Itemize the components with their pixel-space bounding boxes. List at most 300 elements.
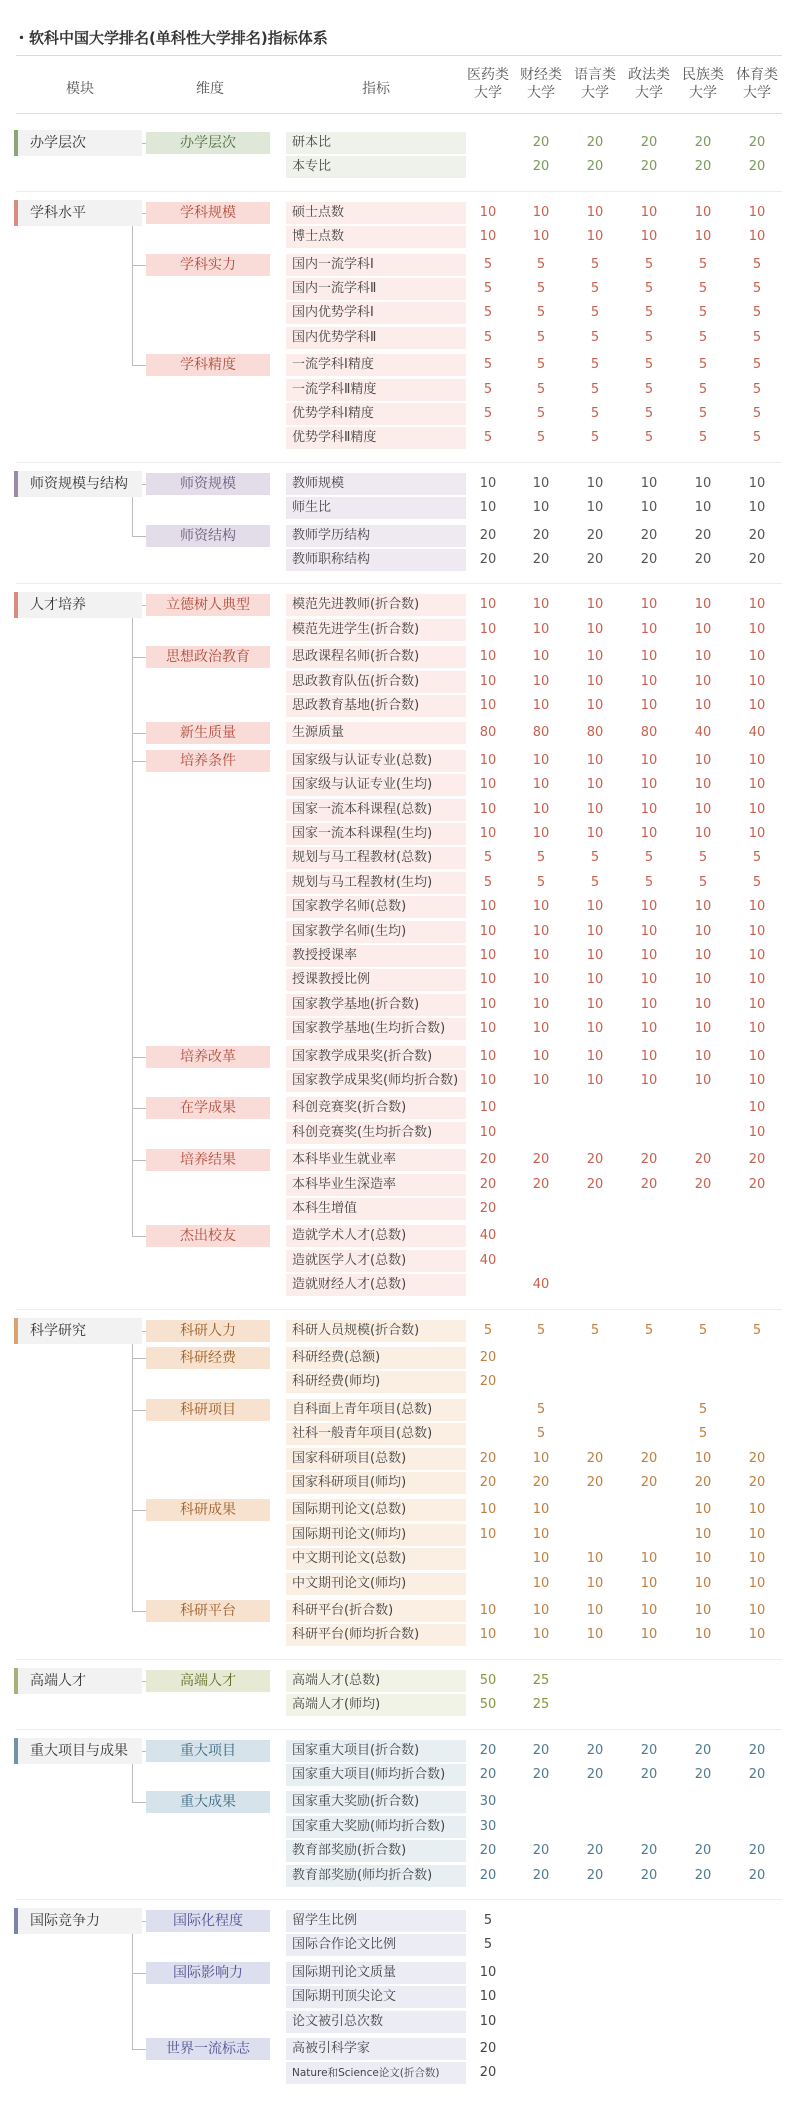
connector-branch-3-3 <box>132 1057 146 1058</box>
weight-3-3-7-2: 10 <box>586 923 604 939</box>
weight-4-3-3-2: 10 <box>586 1575 604 1591</box>
weight-3-3-8-3: 10 <box>640 948 658 963</box>
weight-2-1-0-5: 20 <box>748 527 766 543</box>
weight-5-0-1-1: 25 <box>532 1697 550 1713</box>
dimension-4-1: 科研经费 <box>146 1347 270 1369</box>
weight-3-1-0-3: 10 <box>640 649 658 665</box>
weight-7-1-2-0: 10 <box>479 2013 497 2029</box>
weight-3-3-2-3: 10 <box>640 801 658 817</box>
indicator-3-7-1: 造就医学人才(总数) <box>286 1250 466 1272</box>
indicator-7-1-1: 国际期刊顶尖论文 <box>286 1986 466 2008</box>
weight-3-7-1-0: 40 <box>479 1252 497 1268</box>
dimension-7-0: 国际化程度 <box>146 1910 270 1932</box>
weight-1-1-0-5: 5 <box>752 256 762 272</box>
indicator-4-4-1: 科研平台(师均折合数) <box>286 1624 466 1646</box>
weight-0-0-1-2: 20 <box>586 159 604 175</box>
weight-6-1-2-1: 20 <box>532 1843 550 1859</box>
weight-3-0-0-1: 10 <box>532 597 550 613</box>
weight-3-2-0-3: 80 <box>640 725 658 741</box>
weight-3-4-1-4: 10 <box>694 1073 712 1088</box>
dimension-1-0: 学科规模 <box>146 202 270 224</box>
weight-3-4-0-4: 10 <box>694 1048 712 1064</box>
module-1: 学科水平 <box>14 200 142 226</box>
dimension-1-1: 学科实力 <box>146 254 270 276</box>
weight-3-3-4-1: 5 <box>536 850 546 866</box>
connector-branch-1-1 <box>132 365 146 366</box>
weight-3-6-0-4: 20 <box>694 1152 712 1168</box>
weight-3-3-7-5: 10 <box>748 923 766 939</box>
weight-3-3-10-4: 10 <box>694 996 712 1012</box>
weight-3-3-7-1: 10 <box>532 923 550 939</box>
weight-6-0-0-0: 20 <box>479 1742 497 1758</box>
weight-3-1-1-2: 10 <box>586 673 604 689</box>
indicator-3-5-0: 科创竞赛奖(折合数) <box>286 1097 466 1119</box>
weight-1-2-2-1: 5 <box>536 406 546 421</box>
weight-4-4-1-0: 10 <box>479 1627 497 1643</box>
indicator-1-2-0: 一流学科Ⅰ精度 <box>286 354 466 376</box>
weight-1-0-1-2: 10 <box>586 229 604 245</box>
weight-6-1-2-4: 20 <box>694 1843 712 1859</box>
weight-6-1-3-2: 20 <box>586 1867 604 1883</box>
indicator-3-0-1: 模范先进学生(折合数) <box>286 619 466 641</box>
weight-3-3-11-5: 10 <box>748 1021 766 1037</box>
weight-4-4-0-5: 10 <box>748 1603 766 1618</box>
weight-3-3-5-4: 5 <box>698 874 708 890</box>
weight-4-4-0-2: 10 <box>586 1603 604 1618</box>
weight-4-4-1-5: 10 <box>748 1627 766 1643</box>
weight-3-3-2-1: 10 <box>532 801 550 817</box>
connector-module-5 <box>142 1681 146 1682</box>
weight-4-3-3-4: 10 <box>694 1575 712 1591</box>
weight-4-3-0-1: 10 <box>532 1502 550 1518</box>
indicator-2-1-1: 教师职称结构 <box>286 549 466 571</box>
dimension-3-6: 培养结果 <box>146 1149 270 1171</box>
weight-1-2-0-1: 5 <box>536 357 546 373</box>
weight-3-3-9-3: 10 <box>640 972 658 988</box>
indicator-3-1-1: 思政教育队伍(折合数) <box>286 671 466 693</box>
indicator-4-2-2: 国家科研项目(总数) <box>286 1448 466 1470</box>
connector-branch-7-1 <box>132 2049 146 2050</box>
dimension-3-0: 立德树人典型 <box>146 594 270 616</box>
weight-5-0-0-1: 25 <box>532 1672 550 1688</box>
weight-2-1-1-2: 20 <box>586 552 604 567</box>
weight-4-0-0-5: 5 <box>752 1322 762 1338</box>
connector-branch-2-0 <box>132 536 146 537</box>
weight-7-0-0-0: 5 <box>483 1913 493 1928</box>
weight-3-3-0-1: 10 <box>532 752 550 768</box>
weight-3-3-0-0: 10 <box>479 752 497 768</box>
weight-3-4-1-5: 10 <box>748 1073 766 1088</box>
weight-3-6-0-2: 20 <box>586 1152 604 1168</box>
weight-3-4-0-1: 10 <box>532 1048 550 1064</box>
weight-4-2-2-2: 20 <box>586 1450 604 1466</box>
weight-1-1-3-2: 5 <box>590 329 600 345</box>
weight-4-0-0-0: 5 <box>483 1322 493 1338</box>
connector-branch-1-0 <box>132 265 146 266</box>
weight-6-0-0-5: 20 <box>748 1742 766 1758</box>
weight-4-2-3-1: 20 <box>532 1475 550 1490</box>
weight-2-0-0-3: 10 <box>640 475 658 491</box>
weight-6-0-0-4: 20 <box>694 1742 712 1758</box>
weight-3-5-1-5: 10 <box>748 1124 766 1140</box>
dimension-0-0: 办学层次 <box>146 132 270 154</box>
indicator-3-3-9: 授课教授比例 <box>286 969 466 991</box>
weight-4-2-3-2: 20 <box>586 1475 604 1490</box>
weight-6-0-1-1: 20 <box>532 1767 550 1782</box>
weight-6-0-1-0: 20 <box>479 1767 497 1782</box>
weight-1-2-1-4: 5 <box>698 381 708 397</box>
weight-3-3-1-2: 10 <box>586 777 604 793</box>
page-title: ・软科中国大学排名(单科性大学排名)指标体系 <box>14 29 328 47</box>
weight-3-6-0-5: 20 <box>748 1152 766 1168</box>
weight-3-4-1-2: 10 <box>586 1073 604 1088</box>
weight-2-1-1-0: 20 <box>479 552 497 567</box>
indicator-4-4-0: 科研平台(折合数) <box>286 1600 466 1622</box>
weight-1-2-1-5: 5 <box>752 381 762 397</box>
weight-1-2-3-0: 5 <box>483 430 493 446</box>
weight-3-0-1-1: 10 <box>532 621 550 637</box>
weight-4-2-3-0: 20 <box>479 1475 497 1490</box>
weight-4-3-3-5: 10 <box>748 1575 766 1591</box>
indicator-0-0-0: 研本比 <box>286 132 466 154</box>
weight-4-3-0-4: 10 <box>694 1502 712 1518</box>
weight-3-0-1-4: 10 <box>694 621 712 637</box>
weight-7-1-1-0: 10 <box>479 1989 497 2005</box>
weight-6-0-1-3: 20 <box>640 1767 658 1782</box>
weight-3-1-0-2: 10 <box>586 649 604 665</box>
weight-3-2-0-5: 40 <box>748 725 766 741</box>
weight-3-3-2-0: 10 <box>479 801 497 817</box>
weight-6-0-0-3: 20 <box>640 1742 658 1758</box>
weight-1-2-0-0: 5 <box>483 357 493 373</box>
header-type-3: 政法类 大学 <box>628 67 670 101</box>
weight-1-2-0-5: 5 <box>752 357 762 373</box>
weight-4-4-0-0: 10 <box>479 1603 497 1618</box>
weight-4-0-0-3: 5 <box>644 1322 654 1338</box>
indicator-3-3-1: 国家级与认证专业(生均) <box>286 774 466 796</box>
weight-3-3-8-5: 10 <box>748 948 766 963</box>
dimension-7-1: 国际影响力 <box>146 1962 270 1984</box>
weight-1-2-0-2: 5 <box>590 357 600 373</box>
weight-4-0-0-4: 5 <box>698 1322 708 1338</box>
indicator-5-0-1: 高端人才(师均) <box>286 1694 466 1716</box>
weight-2-1-0-0: 20 <box>479 527 497 543</box>
weight-1-1-0-1: 5 <box>536 256 546 272</box>
dimension-5-0: 高端人才 <box>146 1670 270 1692</box>
module-divider-1 <box>16 462 782 463</box>
weight-2-0-0-4: 10 <box>694 475 712 491</box>
weight-1-1-2-2: 5 <box>590 305 600 321</box>
module-2: 师资规模与结构 <box>14 471 142 497</box>
weight-4-3-2-1: 10 <box>532 1551 550 1567</box>
weight-4-2-1-1: 5 <box>536 1426 546 1442</box>
weight-3-3-10-2: 10 <box>586 996 604 1012</box>
connector-branch-7-0 <box>132 1973 146 1974</box>
indicator-6-1-1: 国家重大奖励(师均折合数) <box>286 1816 466 1838</box>
dimension-3-5: 在学成果 <box>146 1097 270 1119</box>
weight-1-0-0-3: 10 <box>640 204 658 220</box>
indicator-3-7-2: 造就财经人才(总数) <box>286 1274 466 1296</box>
weight-3-0-0-3: 10 <box>640 597 658 613</box>
weight-4-2-0-1: 5 <box>536 1401 546 1417</box>
weight-1-1-1-3: 5 <box>644 281 654 296</box>
dimension-4-4: 科研平台 <box>146 1600 270 1622</box>
weight-1-1-2-0: 5 <box>483 305 493 321</box>
weight-2-0-1-4: 10 <box>694 500 712 516</box>
indicator-7-0-0: 留学生比例 <box>286 1910 466 1932</box>
dimension-2-0: 师资规模 <box>146 473 270 495</box>
connector-branch-3-2 <box>132 761 146 762</box>
weight-1-2-1-0: 5 <box>483 381 493 397</box>
weight-4-2-3-3: 20 <box>640 1475 658 1490</box>
weight-3-1-0-0: 10 <box>479 649 497 665</box>
weight-1-2-2-0: 5 <box>483 406 493 421</box>
weight-4-4-1-1: 10 <box>532 1627 550 1643</box>
weight-4-4-1-4: 10 <box>694 1627 712 1643</box>
weight-3-6-1-5: 20 <box>748 1176 766 1192</box>
indicator-1-1-2: 国内优势学科Ⅰ <box>286 302 466 324</box>
dimension-3-1: 思想政治教育 <box>146 646 270 668</box>
indicator-2-0-0: 教师规模 <box>286 473 466 495</box>
indicator-3-3-6: 国家教学名师(总数) <box>286 896 466 918</box>
weight-1-2-1-3: 5 <box>644 381 654 397</box>
weight-2-0-1-1: 10 <box>532 500 550 516</box>
weight-3-3-10-0: 10 <box>479 996 497 1012</box>
weight-3-3-6-0: 10 <box>479 899 497 915</box>
weight-3-3-4-2: 5 <box>590 850 600 866</box>
indicator-3-1-2: 思政教育基地(折合数) <box>286 695 466 717</box>
indicator-4-2-0: 自科面上青年项目(总数) <box>286 1399 466 1421</box>
weight-3-3-11-4: 10 <box>694 1021 712 1037</box>
weight-1-2-3-3: 5 <box>644 430 654 446</box>
weight-6-1-2-3: 20 <box>640 1843 658 1859</box>
weight-2-1-0-2: 20 <box>586 527 604 543</box>
header-divider <box>16 113 782 114</box>
weight-4-4-0-1: 10 <box>532 1603 550 1618</box>
weight-4-2-2-5: 20 <box>748 1450 766 1466</box>
indicator-3-3-7: 国家教学名师(生均) <box>286 921 466 943</box>
weight-3-6-1-3: 20 <box>640 1176 658 1192</box>
weight-1-0-0-0: 10 <box>479 204 497 220</box>
module-divider-5 <box>16 1729 782 1730</box>
weight-6-1-2-5: 20 <box>748 1843 766 1859</box>
header-type-0: 医药类 大学 <box>467 67 509 101</box>
weight-3-3-9-4: 10 <box>694 972 712 988</box>
weight-0-0-0-5: 20 <box>748 135 766 150</box>
indicator-3-3-5: 规划与马工程教材(生均) <box>286 872 466 894</box>
weight-3-3-11-2: 10 <box>586 1021 604 1037</box>
weight-3-0-0-0: 10 <box>479 597 497 613</box>
indicator-2-1-0: 教师学历结构 <box>286 525 466 547</box>
connector-branch-3-6 <box>132 1236 146 1237</box>
weight-4-2-3-5: 20 <box>748 1475 766 1490</box>
weight-3-3-7-4: 10 <box>694 923 712 939</box>
weight-4-2-0-4: 5 <box>698 1401 708 1417</box>
indicator-3-4-0: 国家教学成果奖(折合数) <box>286 1046 466 1068</box>
weight-1-1-0-3: 5 <box>644 256 654 272</box>
weight-3-3-5-3: 5 <box>644 874 654 890</box>
connector-branch-4-2 <box>132 1510 146 1511</box>
weight-1-2-3-5: 5 <box>752 430 762 446</box>
weight-2-0-0-1: 10 <box>532 475 550 491</box>
connector-module-2 <box>142 484 146 485</box>
weight-3-0-1-5: 10 <box>748 621 766 637</box>
indicator-6-1-3: 教育部奖励(师均折合数) <box>286 1865 466 1887</box>
weight-1-1-1-0: 5 <box>483 281 493 296</box>
weight-3-3-10-5: 10 <box>748 996 766 1012</box>
indicator-3-0-0: 模范先进教师(折合数) <box>286 594 466 616</box>
indicator-1-2-3: 优势学科Ⅱ精度 <box>286 427 466 449</box>
weight-3-4-0-5: 10 <box>748 1048 766 1064</box>
weight-3-3-9-1: 10 <box>532 972 550 988</box>
module-divider-0 <box>16 191 782 192</box>
weight-3-3-5-0: 5 <box>483 874 493 890</box>
weight-3-6-0-1: 20 <box>532 1152 550 1168</box>
weight-3-1-0-5: 10 <box>748 649 766 665</box>
weight-3-3-2-5: 10 <box>748 801 766 817</box>
module-3: 人才培养 <box>14 592 142 618</box>
weight-3-7-0-0: 40 <box>479 1228 497 1244</box>
connector-branch-4-0 <box>132 1358 146 1359</box>
connector-trunk-4 <box>132 1344 133 1611</box>
dimension-6-0: 重大项目 <box>146 1740 270 1762</box>
weight-3-0-0-2: 10 <box>586 597 604 613</box>
dimension-3-2: 新生质量 <box>146 722 270 744</box>
weight-4-3-0-0: 10 <box>479 1502 497 1518</box>
indicator-3-3-3: 国家一流本科课程(生均) <box>286 823 466 845</box>
weight-6-1-3-5: 20 <box>748 1867 766 1883</box>
header-type-4: 民族类 大学 <box>682 67 724 101</box>
weight-7-2-0-0: 20 <box>479 2041 497 2056</box>
weight-1-1-2-4: 5 <box>698 305 708 321</box>
weight-1-1-1-4: 5 <box>698 281 708 296</box>
dimension-7-2: 世界一流标志 <box>146 2038 270 2060</box>
module-0: 办学层次 <box>14 130 142 156</box>
weight-4-4-0-3: 10 <box>640 1603 658 1618</box>
connector-branch-6-0 <box>132 1802 146 1803</box>
weight-4-2-2-1: 10 <box>532 1450 550 1466</box>
weight-3-3-1-4: 10 <box>694 777 712 793</box>
indicator-1-2-1: 一流学科Ⅱ精度 <box>286 379 466 401</box>
weight-3-3-6-5: 10 <box>748 899 766 915</box>
weight-3-6-1-0: 20 <box>479 1176 497 1192</box>
dimension-2-1: 师资结构 <box>146 525 270 547</box>
weight-3-0-0-5: 10 <box>748 597 766 613</box>
module-7: 国际竞争力 <box>14 1908 142 1934</box>
module-divider-2 <box>16 583 782 584</box>
weight-2-0-1-2: 10 <box>586 500 604 516</box>
weight-3-5-0-0: 10 <box>479 1100 497 1116</box>
module-divider-6 <box>16 1899 782 1900</box>
weight-3-3-3-5: 10 <box>748 826 766 841</box>
indicator-3-3-10: 国家教学基地(折合数) <box>286 994 466 1016</box>
weight-3-3-4-4: 5 <box>698 850 708 866</box>
dimension-3-7: 杰出校友 <box>146 1225 270 1247</box>
weight-3-3-1-0: 10 <box>479 777 497 793</box>
weight-6-0-0-1: 20 <box>532 1742 550 1758</box>
weight-3-0-1-0: 10 <box>479 621 497 637</box>
header-type-2: 语言类 大学 <box>574 67 616 101</box>
connector-module-7 <box>142 1921 146 1922</box>
indicator-1-1-1: 国内一流学科Ⅱ <box>286 278 466 300</box>
weight-1-1-2-3: 5 <box>644 305 654 321</box>
dimension-4-3: 科研成果 <box>146 1499 270 1521</box>
weight-1-2-2-2: 5 <box>590 406 600 421</box>
connector-trunk-6 <box>132 1764 133 1803</box>
weight-2-1-0-4: 20 <box>694 527 712 543</box>
weight-3-3-10-1: 10 <box>532 996 550 1012</box>
title-divider <box>16 55 782 56</box>
indicator-6-1-0: 国家重大奖励(折合数) <box>286 1791 466 1813</box>
weight-3-6-1-1: 20 <box>532 1176 550 1192</box>
header-type-5: 体育类 大学 <box>736 67 778 101</box>
weight-6-1-2-0: 20 <box>479 1843 497 1859</box>
indicator-3-3-4: 规划与马工程教材(总数) <box>286 847 466 869</box>
header-dimension: 维度 <box>196 81 224 97</box>
weight-3-1-2-4: 10 <box>694 698 712 713</box>
header-indicator: 指标 <box>362 81 390 97</box>
weight-2-0-1-0: 10 <box>479 500 497 516</box>
weight-1-0-0-1: 10 <box>532 204 550 220</box>
weight-3-4-1-3: 10 <box>640 1073 658 1088</box>
weight-4-3-2-2: 10 <box>586 1551 604 1567</box>
indicator-4-2-3: 国家科研项目(师均) <box>286 1472 466 1494</box>
weight-3-3-4-5: 5 <box>752 850 762 866</box>
weight-1-1-0-0: 5 <box>483 256 493 272</box>
indicator-3-5-1: 科创竞赛奖(生均折合数) <box>286 1122 466 1144</box>
weight-1-1-3-4: 5 <box>698 329 708 345</box>
weight-3-3-11-0: 10 <box>479 1021 497 1037</box>
connector-trunk-7 <box>132 1934 133 2049</box>
weight-3-3-3-2: 10 <box>586 826 604 841</box>
weight-3-2-0-0: 80 <box>479 725 497 741</box>
weight-1-1-3-0: 5 <box>483 329 493 345</box>
weight-3-3-9-2: 10 <box>586 972 604 988</box>
weight-3-6-1-4: 20 <box>694 1176 712 1192</box>
indicator-4-1-0: 科研经费(总额) <box>286 1347 466 1369</box>
weight-1-0-0-4: 10 <box>694 204 712 220</box>
weight-7-0-1-0: 5 <box>483 1937 493 1953</box>
weight-3-0-1-3: 10 <box>640 621 658 637</box>
weight-3-3-4-3: 5 <box>644 850 654 866</box>
weight-3-7-2-1: 40 <box>532 1277 550 1293</box>
weight-3-0-1-2: 10 <box>586 621 604 637</box>
weight-3-1-1-1: 10 <box>532 673 550 689</box>
weight-3-3-0-2: 10 <box>586 752 604 768</box>
weight-3-0-0-4: 10 <box>694 597 712 613</box>
weight-2-1-1-1: 20 <box>532 552 550 567</box>
weight-3-3-1-5: 10 <box>748 777 766 793</box>
connector-branch-3-1 <box>132 733 146 734</box>
weight-6-1-3-0: 20 <box>479 1867 497 1883</box>
weight-2-1-0-1: 20 <box>532 527 550 543</box>
weight-3-3-6-2: 10 <box>586 899 604 915</box>
indicator-3-3-8: 教授授课率 <box>286 945 466 967</box>
indicator-7-1-0: 国际期刊论文质量 <box>286 1962 466 1984</box>
connector-branch-4-3 <box>132 1611 146 1612</box>
indicator-3-3-2: 国家一流本科课程(总数) <box>286 799 466 821</box>
weight-1-0-1-1: 10 <box>532 229 550 245</box>
module-divider-4 <box>16 1659 782 1660</box>
weight-3-3-3-3: 10 <box>640 826 658 841</box>
weight-4-2-2-4: 10 <box>694 1450 712 1466</box>
indicator-7-0-1: 国际合作论文比例 <box>286 1934 466 1956</box>
indicator-3-4-1: 国家教学成果奖(师均折合数) <box>286 1070 466 1092</box>
weight-0-0-1-4: 20 <box>694 159 712 175</box>
header-type-1: 财经类 大学 <box>520 67 562 101</box>
dimension-3-4: 培养改革 <box>146 1046 270 1068</box>
indicator-1-1-0: 国内一流学科Ⅰ <box>286 254 466 276</box>
